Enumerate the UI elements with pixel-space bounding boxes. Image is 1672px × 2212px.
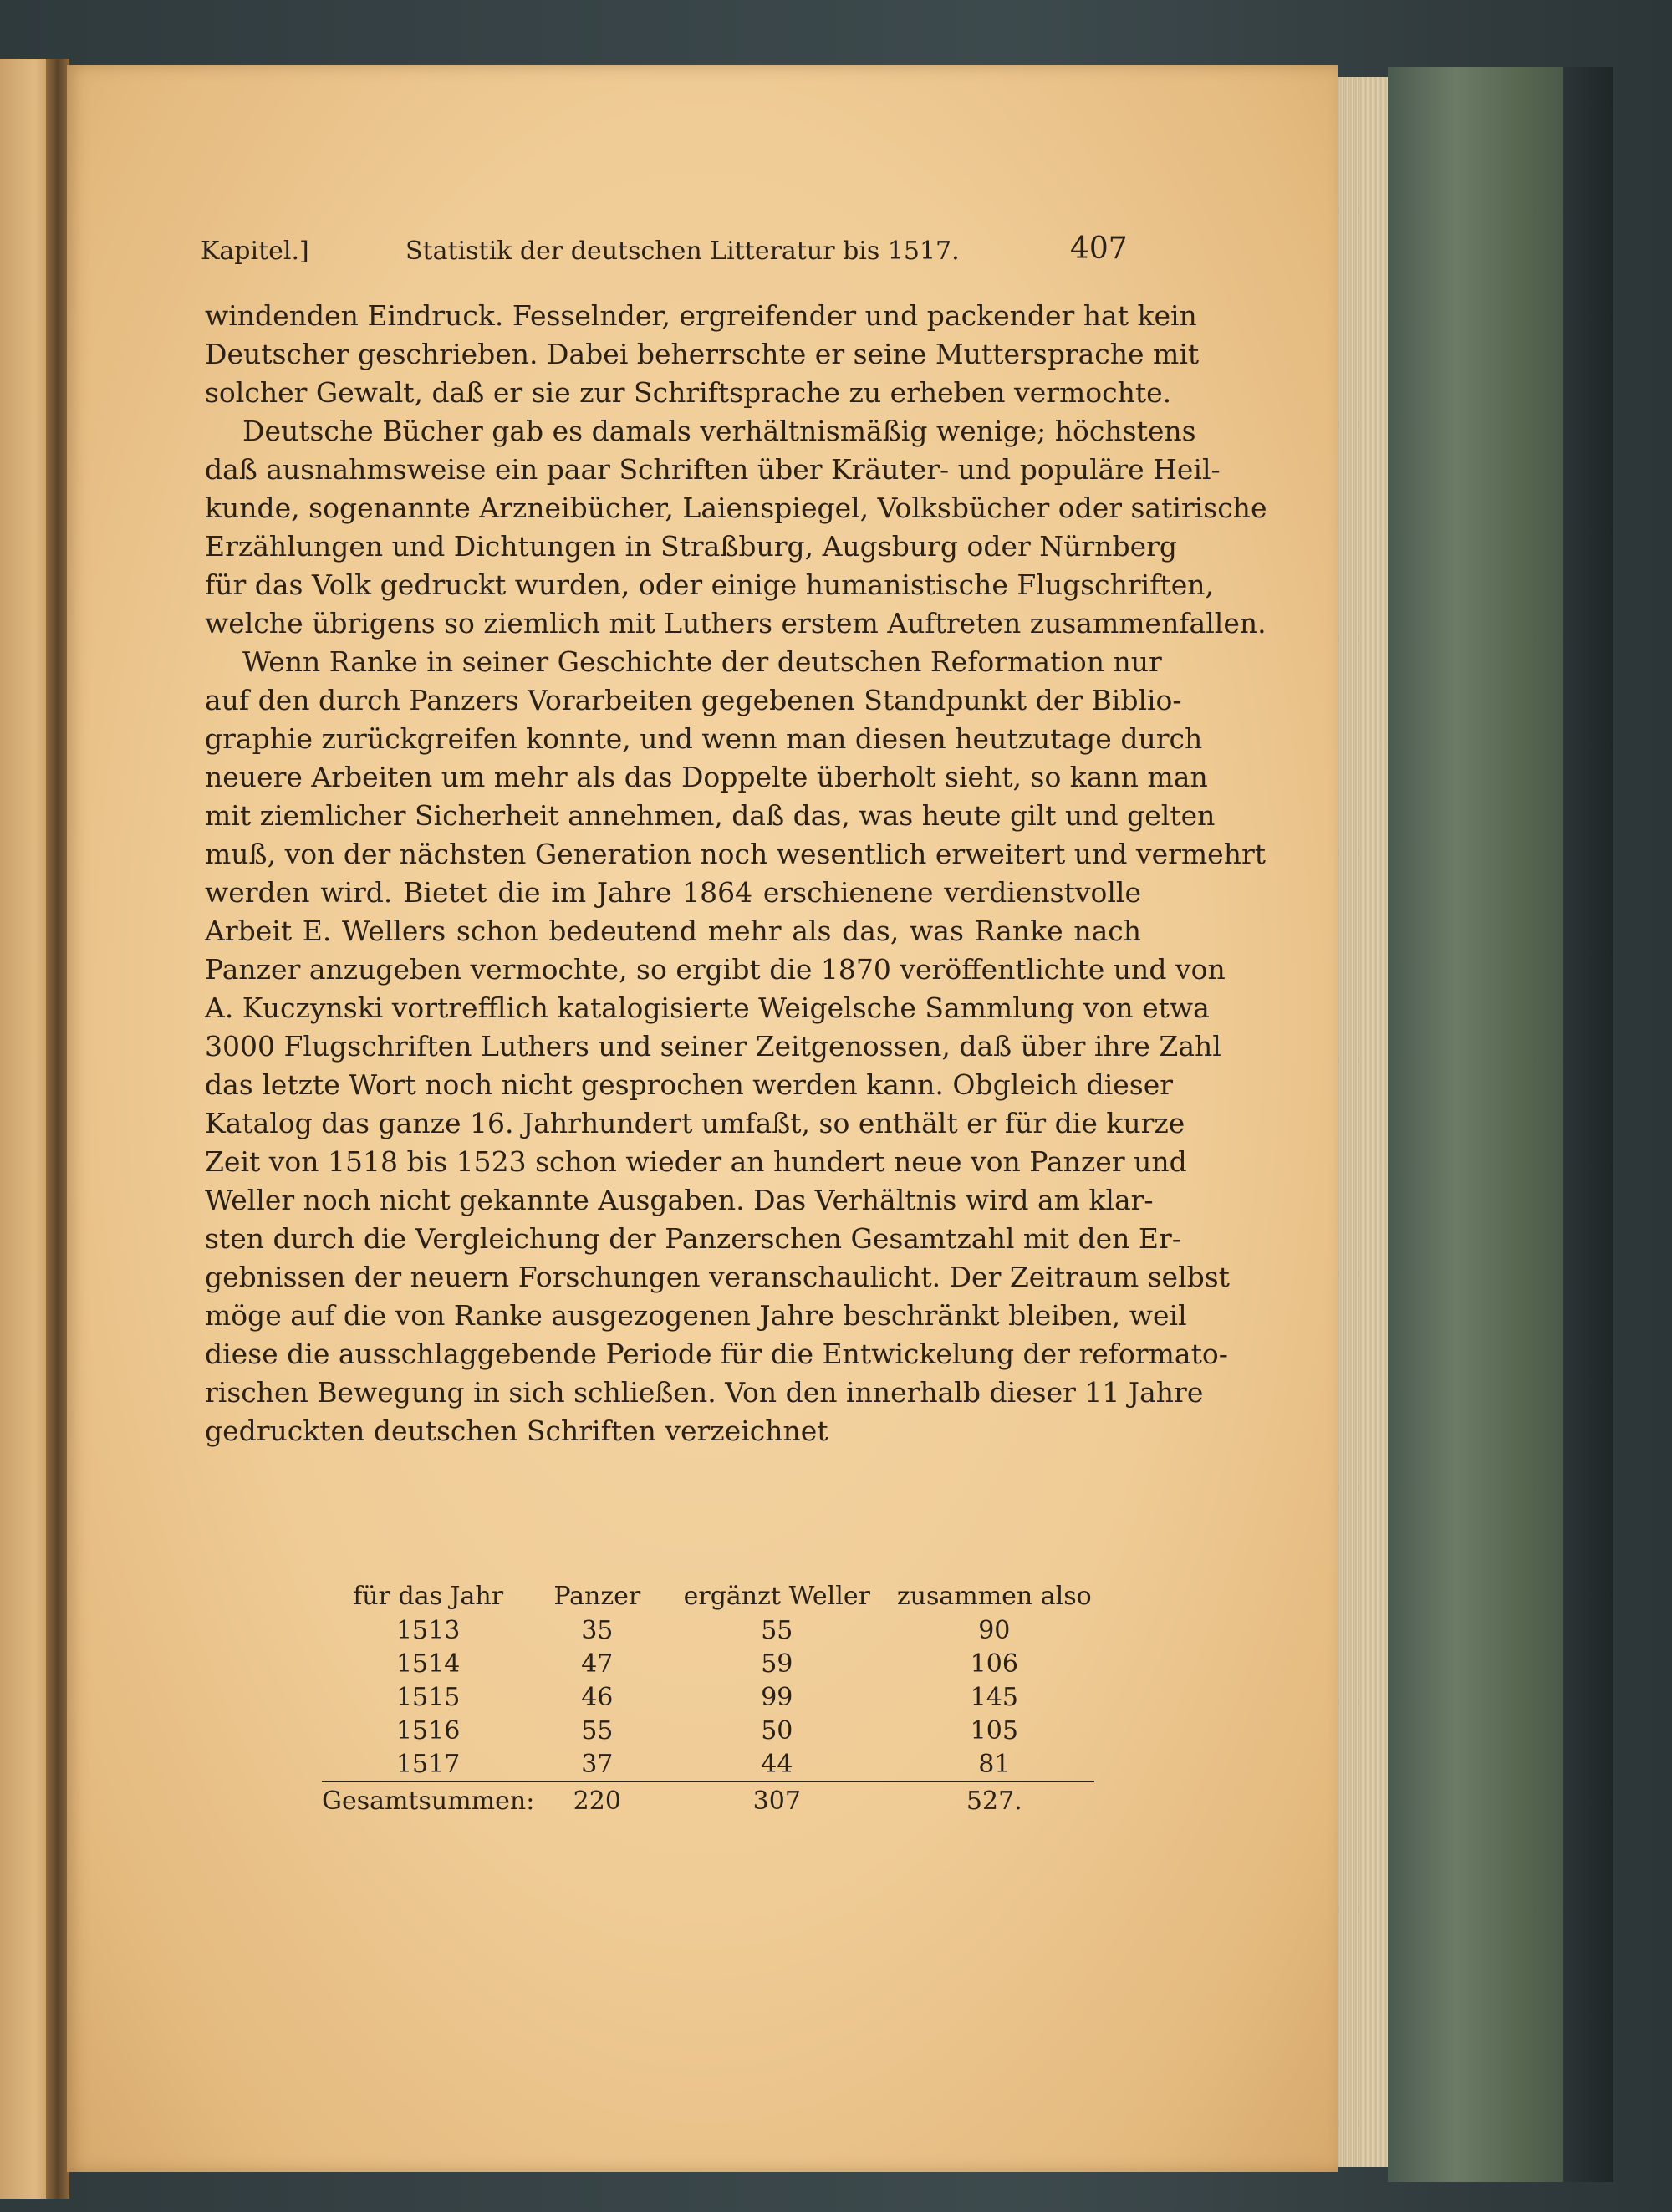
cell-weller: 50 (761, 1715, 793, 1746)
total-panzer: 220 (534, 1781, 660, 1819)
table-header-row (322, 1578, 1094, 1613)
total-weller: 307 (660, 1781, 894, 1819)
cell-total: 105 (970, 1715, 1018, 1746)
text-line: für das Volk gedruckt wurden, oder einige humanistische Flugschriften, (205, 568, 1214, 601)
text-line: graphie zurückgreifen konnte, und wenn man diesen heutzutage durch (205, 722, 1203, 755)
header-weller: ergänzt Weller (683, 1581, 870, 1611)
cell-panzer: 55 (581, 1715, 614, 1746)
cell-year: 1517 (395, 1749, 461, 1779)
page-number: 407 (1070, 232, 1128, 266)
text-line: neuere Arbeiten um mehr als das Doppelte überholt sieht, so kann man (205, 761, 1208, 793)
text-line: das letzte Wort noch nicht gesprochen werden kann. Obgleich dieser (205, 1068, 1174, 1101)
cell-weller: 55 (761, 1615, 793, 1645)
table-row (322, 1613, 1094, 1647)
cell-year: 1514 (395, 1649, 461, 1679)
cell-total: 90 (978, 1615, 1011, 1645)
cell-weller: 99 (761, 1682, 793, 1712)
header-year: für das Jahr (353, 1581, 504, 1611)
text-line: gedruckten deutschen Schriften verzeichnet (205, 1414, 828, 1447)
total-overall: 527. (894, 1781, 1094, 1819)
cell-panzer: 37 (581, 1749, 614, 1779)
cell-year: 1513 (395, 1615, 461, 1645)
text-line: A. Kuczynski vortrefflich katalogisierte Weigelsche Sammlung von etwa (205, 991, 1210, 1024)
totals-label: Gesamtsummen: (322, 1781, 534, 1819)
book-gutter (46, 59, 69, 2199)
cell-total: 145 (970, 1682, 1018, 1712)
page-edges (1329, 77, 1388, 2167)
text-line: Deutsche Bücher gab es damals verhältnismäßig wenige; höchstens (242, 415, 1196, 447)
book-spine (1563, 67, 1613, 2182)
text-line: windenden Eindruck. Fesselnder, ergreifender und packender hat kein (205, 299, 1197, 332)
totals-row (322, 1781, 1094, 1819)
table-row (322, 1680, 1094, 1714)
text-line: welche übrigens so ziemlich mit Luthers erstem Auftreten zusammenfallen. (205, 607, 1267, 640)
text-line: mit ziemlicher Sicherheit annehmen, daß das, was heute gilt und gelten (205, 799, 1216, 832)
text-line: gebnissen der neuern Forschungen veranschaulicht. Der Zeitraum selbst (205, 1261, 1230, 1293)
cell-panzer: 46 (581, 1682, 614, 1712)
header-chapter: Kapitel.] (201, 237, 309, 266)
running-header (201, 232, 1128, 270)
text-line: Katalog das ganze 16. Jahrhundert umfaßt, so enthält er für die kurze (205, 1107, 1185, 1139)
text-line: Zeit von 1518 bis 1523 schon wieder an hundert neue von Panzer und (205, 1145, 1187, 1178)
table-row (322, 1647, 1094, 1680)
cell-weller: 44 (761, 1749, 793, 1779)
table-row (322, 1747, 1094, 1781)
body-text (205, 297, 1267, 1450)
text-line: solcher Gewalt, daß er sie zur Schriftsprache zu erheben vermochte. (205, 376, 1172, 409)
text-line: muß, von der nächsten Generation noch wesentlich erweitert und vermehrt (205, 838, 1266, 870)
text-line: diese die ausschlaggebende Periode für die Entwickelung der reformato- (205, 1338, 1228, 1370)
text-line: daß ausnahmsweise ein paar Schriften über Kräuter- und populäre Heil- (205, 453, 1221, 486)
text-line: rischen Bewegung in sich schließen. Von den innerhalb dieser 11 Jahre (205, 1376, 1204, 1409)
table-row (322, 1714, 1094, 1747)
text-line: Panzer anzugeben vermochte, so ergibt die 1870 veröffentlichte und von (205, 953, 1226, 986)
text-line: auf den durch Panzers Vorarbeiten gegebenen Standpunkt der Biblio- (205, 684, 1182, 716)
text-line: werden wird. Bietet die im Jahre 1864 erschienene verdienstvolle (205, 876, 1141, 909)
cell-year: 1516 (395, 1715, 461, 1746)
cell-year: 1515 (395, 1682, 461, 1712)
text-line: Deutscher geschrieben. Dabei beherrschte er seine Muttersprache mit (205, 338, 1200, 370)
cell-total: 81 (978, 1749, 1011, 1779)
text-line: Arbeit E. Wellers schon bedeutend mehr als das, was Ranke nach (205, 915, 1141, 947)
header-panzer: Panzer (553, 1581, 641, 1611)
text-line: möge auf die von Ranke ausgezogenen Jahre beschränkt bleiben, weil (205, 1299, 1187, 1332)
text-line: sten durch die Vergleichung der Panzerschen Gesamtzahl mit den Er- (205, 1222, 1181, 1255)
text-line: Erzählungen und Dichtungen in Straßburg, Augsburg oder Nürnberg (205, 530, 1177, 563)
text-line: kunde, sogenannte Arzneibücher, Laienspiegel, Volksbücher oder satirische (205, 492, 1267, 524)
cell-panzer: 47 (581, 1649, 614, 1679)
cell-weller: 59 (761, 1649, 793, 1679)
header-title: Statistik der deutschen Litteratur bis 1517. (405, 237, 960, 266)
cell-total: 106 (970, 1649, 1018, 1679)
cell-panzer: 35 (581, 1615, 614, 1645)
text-line: Weller noch nicht gekannte Ausgaben. Das Verhältnis wird am klar- (205, 1184, 1154, 1216)
text-line: Wenn Ranke in seiner Geschichte der deutschen Reformation nur (242, 645, 1162, 678)
text-line: 3000 Flugschriften Luthers und seiner Zeitgenossen, daß über ihre Zahl (205, 1030, 1221, 1063)
header-total: zusammen also (896, 1581, 1092, 1611)
statistics-table (322, 1578, 1094, 1819)
